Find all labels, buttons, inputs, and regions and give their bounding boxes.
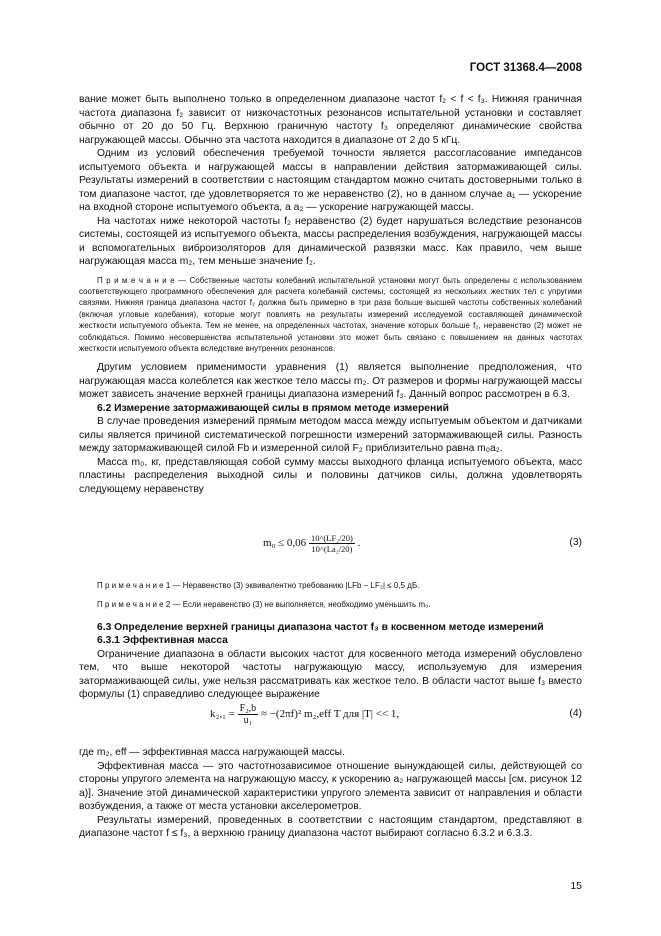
equation-4-fraction — [238, 703, 259, 726]
section-heading-6-2: 6.2 Измерение затормаживающей силы в прямом методе измерений — [97, 402, 449, 414]
text-block-2 — [79, 580, 582, 702]
paragraph: где m₂, eff — эффективная масса нагружающей массы. — [79, 747, 345, 758]
paragraph: вание может быть выполнено только в определенном диапазоне частот f₂ < f < f₃. Нижняя граничная частота диапазона f₂ зависит от низкочастотных резонансов испытательной установки и составляет обычно от 20 до 50 Гц. Верхнюю граничную частоту f₃ определяют динамические свойства нагружающей массы. Обычно эта частота находится в диапазоне от 2 до 5 кГц. — [79, 94, 582, 146]
equation-4-number: (4) — [569, 708, 582, 719]
equation-4-denominator: u₁ — [243, 715, 253, 726]
equation-3-denominator: 10^(La₂/20) — [311, 544, 353, 554]
equation-3-lhs: m₀ ≤ 0,06 — [263, 537, 307, 550]
note: П р и м е ч а н и е 2 — Если неравенство (3) не выполняется, необходимо уменьшить m₀. — [97, 600, 431, 610]
paragraph: На частотах ниже некоторой частоты f₂ неравенство (2) будет нарушаться вследствие резонансов системы, состоящей из испытуемого объекта, массы распределения возбуждения, нагружающей массы и вспомогательных виброизоляторов для динамической развязки масс. Как правило, чем выше нагружающая масса m₂, тем меньше значение f₂. — [79, 215, 582, 267]
equation-4-rhs: ≈ −(2πf)² m₂,eff T для |T| << 1, — [260, 708, 400, 721]
paragraph: Другим условием применимости уравнения (1) является выполнение предположения, что нагружающая масса колеблется как жесткое тело массы m₂. От размеров и формы нагружающей массы может зависеть значение верхней границы диапазона измерений f₃. Данный вопрос рассмотрен в 6.3. — [79, 362, 582, 401]
standard-header: ГОСТ 31368.4—2008 — [469, 62, 582, 74]
equation-3-fraction — [309, 533, 355, 554]
equation-3-tail: . — [357, 537, 361, 550]
paragraph: Одним из условий обеспечения требуемой точности является рассогласование импедансов испытуемого объекта и нагружающей массы в направлении действия затормаживающей силы. Результаты измерений в соответствии с настоящим стандартом можно считать достоверными только в том диапазоне частот, где удовлетворяется то же неравенство (2), но в данном случае a₁ — ускорение на входной стороне испытуемого объекта, а a₂ — ускорение нагружающей массы. — [79, 148, 582, 213]
equation-4-numerator: F₂,b — [239, 703, 257, 714]
paragraph: Ограничение диапазона в области высоких частот для косвенного метода измерений обусловлено тем, что выше некоторой частоты нагружающую массу, используемую для измерения затормаживающей силы, уже нельзя рассматривать как жесткое тело. В области частот выше f₃ вместо формулы (1) справедливо следующее выражение — [79, 648, 582, 701]
paragraph: В случае проведения измерений прямым методом масса между испытуемым объектом и датчиками силы является причиной систематической погрешности измерений затормаживающей силы. Разность между затормаживающей силой Fb и измеренной силой F₂ приблизительно равна m₀a₂. — [79, 416, 582, 455]
paragraph: Результаты измерений, проведенных в соответствии с настоящим стандартом, представляют в диапазоне частот f ≤ f₃, а верхнюю границу диапазона частот выбирают согласно 6.3.2 и 6.3.3. — [79, 814, 582, 839]
section-heading-6-3-1: 6.3.1 Эффективная масса — [97, 635, 228, 647]
note: П р и м е ч а н и е 1 — Неравенство (3) эквивалентно требованию |LFb − LF₂| ≤ 0,5 дБ. — [97, 581, 420, 590]
paragraph: Масса m₀, кг, представляющая собой сумму массы выходного фланца испытуемого объекта, масс пластины распределения выходной силы и половины датчиков силы, должна удовлетворять следующему неравенству — [79, 456, 582, 495]
equation-4 — [210, 703, 399, 726]
section-heading-6-3: 6.3 Определение верхней границы диапазона частот f₃ в косвенном методе измерений — [97, 621, 544, 633]
equation-4-lhs: k₂,₁ = — [210, 708, 235, 721]
text-block-3 — [79, 746, 582, 841]
text-block-1 — [79, 93, 582, 496]
equation-3-number: (3) — [569, 537, 582, 548]
equation-3 — [263, 533, 360, 554]
equation-3-numerator: 10^(LF₂/20) — [310, 533, 353, 543]
note: П р и м е ч а н и е — Собственные частоты колебаний испытательной установки могут быть определены с использованием соответствующего программного обеспечения для расчета колебаний системы, состоящей из нескольких жестких тел с упругими связями. Нижняя граница диапазона частот f₂ должна быть примерно в три раза больше высшей частоты собственных колебаний (включая угловые колебания), которые могут повлиять на результаты измерений исследуемой составляющей динамической жесткости испытуемого объекта. Тем не менее, на определенных частотах, значение которых больше f₂, неравенство (2) может не соблюдаться. Помимо несовершенства испытательной установки это может быть связано с повышением на данных частотах жесткости испытуемого объекта вследствие внутренних резонансов. — [79, 275, 582, 353]
paragraph: Эффективная масса — это частотнозависимое отношение вынуждающей силы, действующей со стороны упругого элемента на нагружающую массу, к ускорению a₂ нагружающей массы [см. рисунок 12 а)]. Значение этой динамической характеристики упругого элемента зависит от направления и области возбуждения, а также от места установки акселерометров. — [79, 760, 582, 812]
page-number: 15 — [570, 880, 582, 892]
